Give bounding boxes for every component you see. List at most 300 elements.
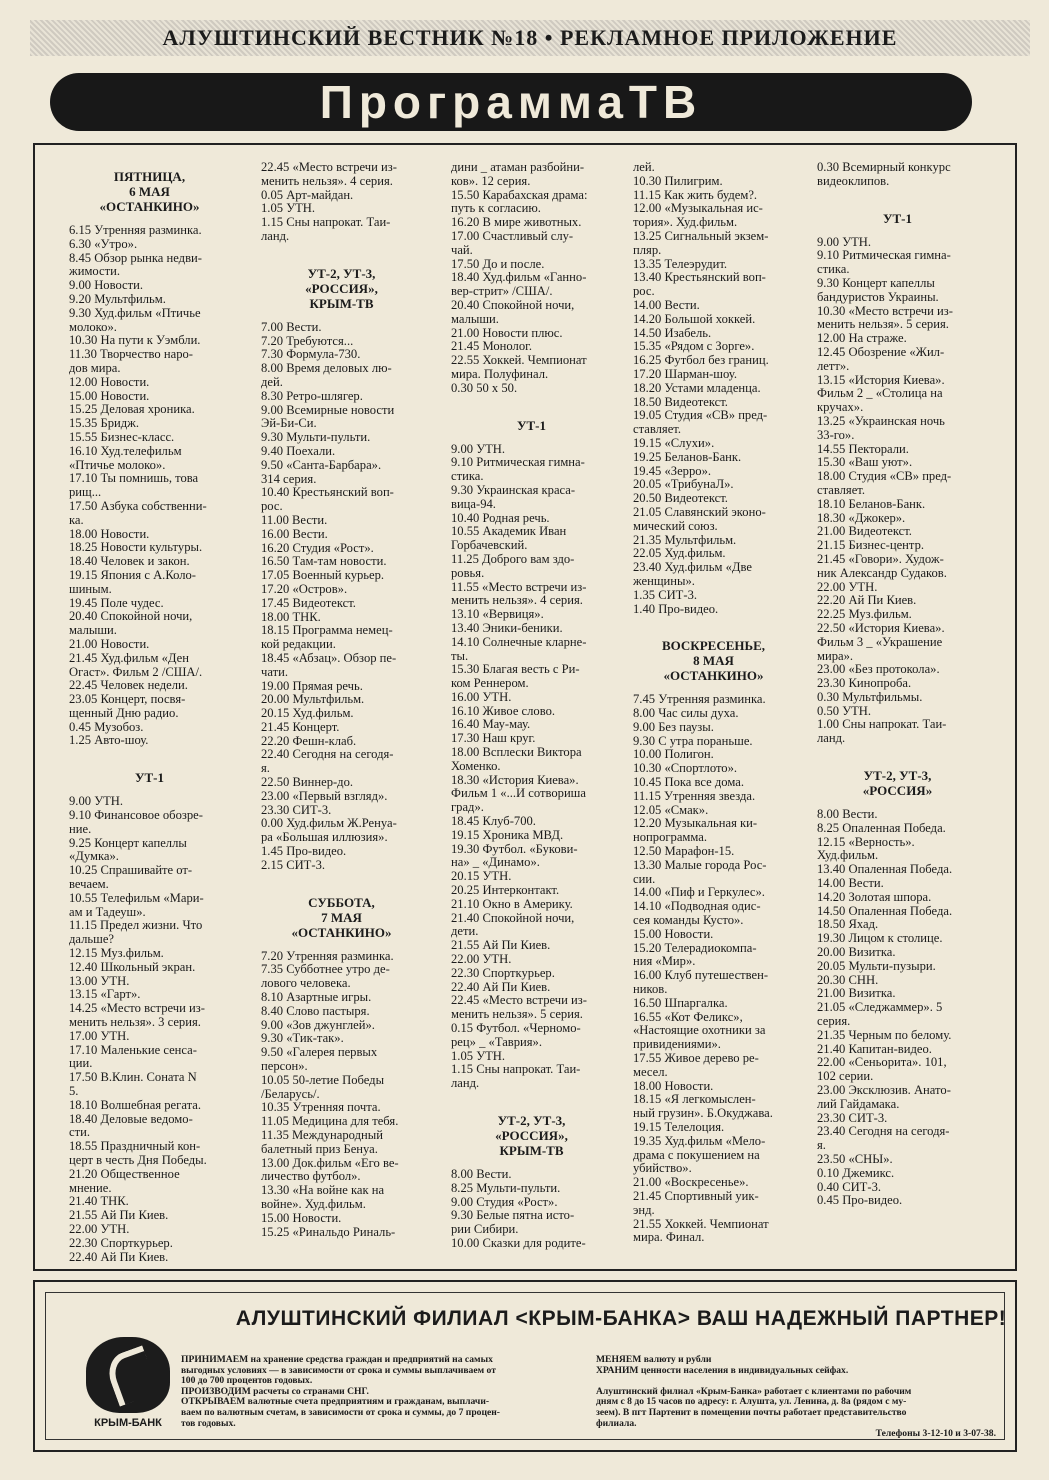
schedule-line: менить нельзя». 5 серия. bbox=[817, 317, 949, 332]
section-heading: УТ-2, УТ-3, bbox=[863, 768, 932, 784]
schedule-line: 19.45 «Зерро». bbox=[633, 463, 712, 478]
schedule-line: 14.10 «Подводная одис- bbox=[633, 899, 761, 914]
schedule-line: 22.40 Сегодня на сегодя- bbox=[261, 747, 394, 762]
schedule-line: 15.55 Бизнес-класс. bbox=[69, 429, 175, 444]
schedule-line: 15.30 Благая весть с Ри- bbox=[451, 662, 580, 677]
schedule-line: жимости. bbox=[69, 264, 121, 279]
schedule-line: 15.25 Деловая хроника. bbox=[69, 402, 195, 417]
schedule-line: 20.40 Спокойной ночи, bbox=[69, 609, 193, 624]
schedule-line: сии. bbox=[633, 871, 656, 886]
schedule-line: 20.05 Мульти-пузыри. bbox=[817, 958, 936, 973]
schedule-line: 13.25 Сигнальный экзем- bbox=[633, 228, 769, 243]
schedule-line: 19.15 Япония с А.Коло- bbox=[69, 567, 197, 582]
schedule-line: 22.30 Спорткурьер. bbox=[69, 1235, 173, 1250]
schedule-line: 18.25 Новости культуры. bbox=[69, 540, 203, 555]
schedule-line: 13.00 УТН. bbox=[69, 973, 130, 988]
schedule-line: 9.00 УТН. bbox=[817, 234, 872, 249]
schedule-line: 18.45 «Абзац». Обзор пе- bbox=[261, 650, 397, 665]
schedule-line: Худ.фильм. bbox=[817, 848, 879, 863]
schedule-line: 23.05 Концерт, посвя- bbox=[69, 692, 186, 707]
schedule-line: 10.00 Полигон. bbox=[633, 747, 714, 762]
schedule-line: лий Гайдамака. bbox=[817, 1096, 900, 1111]
schedule-line: 12.05 «Смак». bbox=[633, 802, 709, 817]
schedule-line: 9.00 Без паузы. bbox=[633, 719, 714, 734]
schedule-line: 11.55 «Место встречи из- bbox=[451, 579, 587, 594]
schedule-line: 23.30 Кинопроба. bbox=[817, 676, 912, 691]
schedule-line: ный грузин». Б.Окуджава. bbox=[633, 1106, 773, 1121]
schedule-line: малыши. bbox=[451, 311, 499, 326]
schedule-line: вечаем. bbox=[69, 877, 109, 892]
schedule-line: Фильм 1 «...И сотвориша bbox=[451, 786, 586, 801]
advert-line: тов годовых. bbox=[181, 1417, 236, 1429]
schedule-line: 22.20 Фешн-клаб. bbox=[261, 733, 357, 748]
schedule-line: вица-94. bbox=[451, 496, 496, 511]
schedule-line: 11.05 Медицина для тебя. bbox=[261, 1114, 399, 1129]
schedule-line: Эй-Би-Си. bbox=[261, 416, 317, 431]
section-heading: УТ-1 bbox=[516, 417, 547, 433]
schedule-line: 18.15 Программа немец- bbox=[261, 623, 393, 638]
schedule-line: 18.30 «История Киева». bbox=[451, 772, 579, 787]
schedule-line: 9.30 Худ.фильм «Птичье bbox=[69, 305, 201, 320]
schedule-line: 33-го». bbox=[817, 427, 855, 442]
schedule-line: 19.15 Хроника МВД. bbox=[451, 827, 564, 842]
schedule-line: 21.00 Новости плюс. bbox=[451, 325, 563, 340]
advert-line: 100 до 700 процентов годовых. bbox=[181, 1375, 313, 1387]
advert-line: ваем по валютным счетам, в зависимости от срока и суммы, до 7 процен- bbox=[181, 1406, 500, 1418]
schedule-line: балетный приз Бенуа. bbox=[261, 1141, 378, 1156]
schedule-line: 0.45 Про-видео. bbox=[817, 1193, 903, 1208]
schedule-line: 16.10 Худ.телефильм bbox=[69, 443, 182, 458]
schedule-line: ции. bbox=[69, 1056, 93, 1071]
schedule-line: серия. bbox=[817, 1014, 851, 1029]
schedule-line: 0.05 Арт-майдан. bbox=[261, 187, 354, 202]
advert-line: ОТКРЫВАЕМ валютные счета предприятиям и гражданам, выплачи- bbox=[181, 1396, 490, 1408]
schedule-line: 13.30 Малые города Рос- bbox=[633, 857, 767, 872]
schedule-line: 23.30 СИТ-3. bbox=[261, 802, 332, 817]
schedule-line: менить нельзя». 5 серия. bbox=[451, 1007, 583, 1022]
schedule-line: 314 серия. bbox=[261, 471, 317, 486]
schedule-line: 15.00 Новости. bbox=[633, 926, 714, 941]
schedule-line: тория». Худ.фильм. bbox=[633, 215, 738, 230]
schedule-line: 1.45 Про-видео. bbox=[261, 844, 347, 859]
schedule-line: 9.30 Украинская краса- bbox=[451, 482, 576, 497]
schedule-line: 21.00 «Воскресенье». bbox=[633, 1175, 749, 1190]
schedule-line: ка. bbox=[69, 512, 84, 527]
schedule-line: 11.00 Вести. bbox=[261, 512, 328, 527]
schedule-line: 19.25 Беланов-Банк. bbox=[633, 449, 742, 464]
schedule-line: 21.40 ТНК. bbox=[69, 1194, 129, 1209]
schedule-line: 10.30 «Место встречи из- bbox=[817, 303, 953, 318]
schedule-line: 8.00 Вести. bbox=[817, 807, 878, 822]
schedule-line: 17.45 Видеотекст. bbox=[261, 595, 356, 610]
schedule-line: 21.00 Видеотекст. bbox=[817, 524, 912, 539]
schedule-line: 22.50 «История Киева». bbox=[817, 620, 945, 635]
schedule-line: 21.00 Новости. bbox=[69, 636, 150, 651]
schedule-line: 20.30 СНН. bbox=[817, 972, 879, 987]
schedule-line: 15.35 «Рядом с Зорге». bbox=[633, 339, 755, 354]
schedule-line: 19.45 Поле чудес. bbox=[69, 595, 164, 610]
schedule-line: 20.00 Визитка. bbox=[817, 945, 896, 960]
advert-line: дням с 8 до 15 часов по адресу: г. Алушта, ул. Ленина, д. 8а (рядом с му- bbox=[596, 1396, 907, 1408]
schedule-line: 7.35 Субботнее утро де- bbox=[261, 962, 390, 977]
schedule-line: 21.45 «Говори». Худож- bbox=[817, 551, 944, 566]
schedule-line: 14.20 Золотая шпора. bbox=[817, 889, 932, 904]
schedule-line: 22.50 Виннер-до. bbox=[261, 775, 354, 790]
section-heading: УТ-2, УТ-3, bbox=[307, 265, 376, 281]
schedule-line: 21.40 Спокойной ночи, bbox=[451, 910, 575, 925]
schedule-line: 13.25 «Украинская ночь bbox=[817, 413, 945, 428]
schedule-line: 13.10 «Вервиця». bbox=[451, 607, 544, 622]
schedule-line: 6.15 Утренняя разминка. bbox=[69, 223, 202, 237]
advert-line: ПРОИЗВОДИМ расчеты со странами СНГ. bbox=[181, 1385, 369, 1397]
schedule-line: 20.50 Видеотекст. bbox=[633, 491, 728, 506]
schedule-line: 14.25 «Место встречи из- bbox=[69, 1001, 205, 1016]
schedule-line: 22.20 Ай Пи Киев. bbox=[817, 593, 917, 608]
section-heading: «ОСТАНКИНО» bbox=[291, 924, 392, 940]
schedule-line: 19.05 Студия «СВ» пред- bbox=[633, 408, 768, 423]
schedule-line: убийство». bbox=[633, 1161, 692, 1176]
schedule-line: 102 серии. bbox=[817, 1069, 874, 1084]
schedule-line: 10.05 50-летие Победы bbox=[261, 1072, 385, 1087]
schedule-line: лового человека. bbox=[261, 976, 351, 991]
schedule-line: пляр. bbox=[633, 242, 662, 257]
schedule-line: «Птичье молоко». bbox=[69, 457, 166, 472]
schedule-line: кой редакции. bbox=[261, 637, 336, 652]
schedule-line: 17.50 В.Клин. Соната N bbox=[69, 1070, 197, 1085]
section-heading: «ОСТАНКИНО» bbox=[99, 199, 200, 214]
schedule-line: 22.40 Ай Пи Киев. bbox=[451, 979, 551, 994]
schedule-line: 12.00 «Музыкальная ис- bbox=[633, 201, 763, 216]
schedule-line: 0.30 Мультфильмы. bbox=[817, 689, 923, 704]
schedule-line: менить нельзя». 3 серия. bbox=[69, 1015, 201, 1030]
schedule-line: 21.55 Ай Пи Киев. bbox=[69, 1208, 169, 1223]
schedule-line: привидениями». bbox=[633, 1037, 721, 1052]
schedule-line: дети. bbox=[451, 924, 479, 939]
schedule-line: личество футбол». bbox=[261, 1169, 361, 1184]
schedule-line: 23.40 Худ.фильм «Две bbox=[633, 560, 752, 575]
schedule-line: 16.40 Мау-мау. bbox=[451, 717, 531, 732]
schedule-line: 18.10 Беланов-Банк. bbox=[817, 496, 926, 511]
schedule-line: мнение. bbox=[69, 1180, 112, 1195]
schedule-line: 16.55 «Кот Феликс», bbox=[633, 1009, 743, 1024]
schedule-line: 18.40 Худ.фильм «Ганно- bbox=[451, 270, 587, 285]
advert-line: филиала. bbox=[596, 1417, 637, 1429]
schedule-line: 1.00 Сны напрокат. Таи- bbox=[817, 717, 947, 732]
schedule-line: 20.25 Интерконтакт. bbox=[451, 883, 560, 898]
schedule-line: рищ... bbox=[69, 485, 102, 500]
schedule-line: 1.40 Про-видео. bbox=[633, 601, 719, 616]
advert-line: зеем). В пгт Партенит в помещении почты работает представительство bbox=[596, 1406, 907, 1418]
schedule-line: 16.20 Студия «Рост». bbox=[261, 540, 374, 555]
schedule-line: 22.00 УТН. bbox=[69, 1221, 130, 1236]
schedule-line: 8.40 Слово пастыря. bbox=[261, 1003, 370, 1018]
schedule-line: ставляет. bbox=[633, 422, 681, 437]
schedule-line: 21.35 Черным по белому. bbox=[817, 1027, 952, 1042]
schedule-line: 21.10 Окно в Америку. bbox=[451, 896, 573, 911]
schedule-line: Фильм 3 _ «Украшение bbox=[817, 634, 943, 649]
schedule-line: 18.00 ТНК. bbox=[261, 609, 321, 624]
schedule-line: 18.50 Видеотекст. bbox=[633, 394, 728, 409]
schedule-line: 12.20 Музыкальная ки- bbox=[633, 816, 758, 831]
schedule-line: 15.25 «Ринальдо Риналь- bbox=[261, 1224, 396, 1239]
schedule-line: 0.30 50 х 50. bbox=[451, 380, 518, 395]
schedule-line: 13.40 Опаленная Победа. bbox=[817, 862, 953, 877]
schedule-line: 7.20 Утренняя разминка. bbox=[261, 948, 394, 963]
schedule-line: 13.40 Крестьянский воп- bbox=[633, 270, 766, 285]
schedule-line: дальше? bbox=[69, 932, 115, 947]
schedule-line: мира». bbox=[817, 648, 854, 663]
schedule-line: Фильм 2 _ «Столица на bbox=[817, 386, 943, 401]
schedule-line: 22.40 Ай Пи Киев. bbox=[69, 1249, 169, 1264]
schedule-line: 22.30 Спорткурьер. bbox=[451, 965, 555, 980]
schedule-line: я. bbox=[261, 761, 270, 776]
section-heading: «ОСТАНКИНО» bbox=[663, 668, 764, 684]
schedule-line: 11.15 Предел жизни. Что bbox=[69, 918, 203, 933]
section-heading: КРЫМ-ТВ bbox=[309, 295, 374, 311]
section-heading: «РОССИЯ» bbox=[862, 783, 933, 799]
schedule-line: 18.55 Праздничный кон- bbox=[69, 1139, 201, 1154]
schedule-line: летт». bbox=[817, 358, 850, 373]
schedule-line: мира. Финал. bbox=[633, 1230, 705, 1245]
schedule-line: 18.00 Всплески Виктора bbox=[451, 745, 582, 760]
schedule-line: 10.30 Пилигрим. bbox=[633, 173, 723, 188]
schedule-line: 7.00 Вести. bbox=[261, 319, 322, 334]
schedule-line: 17.30 Наш круг. bbox=[451, 731, 536, 746]
schedule-line: 22.55 Хоккей. Чемпионат bbox=[451, 353, 587, 368]
schedule-line: 8.30 Ретро-шлягер. bbox=[261, 388, 363, 403]
schedule-line: 9.40 Поехали. bbox=[261, 443, 336, 458]
schedule-line: 10.55 Телефильм «Мари- bbox=[69, 890, 204, 905]
schedule-line: 18.30 «Джокер». bbox=[817, 510, 906, 525]
schedule-line: 18.20 Устами младенца. bbox=[633, 380, 761, 395]
schedule-line: 12.00 На страже. bbox=[817, 331, 907, 346]
schedule-line: 12.15 Муз.фильм. bbox=[69, 946, 164, 961]
schedule-line: 18.45 Клуб-700. bbox=[451, 814, 536, 829]
schedule-line: ников. bbox=[633, 982, 668, 997]
schedule-line: 15.35 Бридж. bbox=[69, 416, 140, 431]
schedule-line: 9.00 Новости. bbox=[69, 278, 144, 293]
schedule-line: 10.45 Пока все дома. bbox=[633, 775, 744, 790]
section-heading: 7 МАЯ bbox=[321, 909, 362, 925]
schedule-line: 9.00 «Зов джунглей». bbox=[261, 1017, 375, 1032]
schedule-line: 23.00 «Без протокола». bbox=[817, 662, 940, 677]
schedule-line: войне». Худ.фильм. bbox=[261, 1197, 366, 1211]
schedule-line: 10.30 «Спортлото». bbox=[633, 761, 738, 776]
schedule-line: 20.40 Спокойной ночи, bbox=[451, 297, 575, 312]
krym-bank-logo bbox=[82, 1337, 174, 1437]
schedule-line: 17.00 УТН. bbox=[69, 1028, 130, 1043]
schedule-line: 19.30 Лицом к столице. bbox=[817, 931, 943, 946]
schedule-line: 9.00 Всемирные новости bbox=[261, 402, 395, 417]
schedule-line: 16.00 Вести. bbox=[261, 526, 328, 541]
schedule-line: 9.30 Концерт капеллы bbox=[817, 275, 935, 290]
schedule-line: 18.00 Новости. bbox=[69, 526, 150, 541]
schedule-column-1 bbox=[57, 161, 242, 1264]
schedule-line: 18.00 Студия «СВ» пред- bbox=[817, 469, 952, 484]
schedule-line: 12.45 Обозрение «Жил- bbox=[817, 344, 945, 359]
schedule-column-3 bbox=[439, 161, 624, 1251]
schedule-line: шиным. bbox=[69, 581, 112, 596]
schedule-line: сея команды Кусто». bbox=[633, 913, 744, 928]
schedule-line: 2.15 СИТ-3. bbox=[261, 857, 326, 872]
schedule-line: 21.45 Спортивный уик- bbox=[633, 1188, 759, 1203]
schedule-line: 23.00 Эксклюзив. Анато- bbox=[817, 1083, 951, 1098]
section-heading: 8 МАЯ bbox=[693, 653, 734, 669]
bank-logo-icon bbox=[86, 1337, 170, 1413]
schedule-line: путь к согласию. bbox=[451, 201, 541, 216]
schedule-line: мический союз. bbox=[633, 518, 718, 533]
advert-line: Алуштинский филиал «Крым-Банка» работает с клиентами по рабочим bbox=[596, 1385, 912, 1397]
schedule-line: ланд. bbox=[261, 228, 290, 243]
schedule-line: 10.40 Крестьянский воп- bbox=[261, 485, 394, 500]
schedule-line: 21.05 «Следжаммер». 5 bbox=[817, 1000, 943, 1015]
tv-schedule-frame bbox=[33, 143, 1017, 1271]
schedule-line: 22.45 «Место встречи из- bbox=[261, 160, 397, 174]
schedule-line: 12.00 Новости. bbox=[69, 374, 150, 389]
schedule-line: 20.05 «ТрибунаЛ». bbox=[633, 477, 734, 492]
section-heading: 6 МАЯ bbox=[129, 184, 170, 199]
schedule-line: 14.20 Большой хоккей. bbox=[633, 311, 756, 326]
schedule-line: 8.10 Азартные игры. bbox=[261, 990, 372, 1005]
section-heading: УТ-1 bbox=[882, 210, 913, 226]
schedule-line: рии Сибири. bbox=[451, 1222, 519, 1237]
schedule-line: 17.00 Счастливый слу- bbox=[451, 228, 574, 243]
schedule-line: я. bbox=[817, 1138, 826, 1153]
schedule-line: 22.45 Человек недели. bbox=[69, 678, 188, 693]
schedule-line: стика. bbox=[451, 469, 484, 484]
schedule-line: 15.20 Телерадиокомпа- bbox=[633, 940, 757, 955]
schedule-line: видеоклипов. bbox=[817, 173, 890, 188]
schedule-line: 23.00 «Первый взгляд». bbox=[261, 788, 388, 803]
schedule-line: 14.55 Пекторали. bbox=[817, 441, 909, 456]
schedule-line: 1.05 УТН. bbox=[451, 1048, 506, 1063]
schedule-line: дини _ атаман разбойни- bbox=[451, 160, 585, 174]
schedule-line: на» _ «Динамо». bbox=[451, 855, 540, 870]
schedule-line: 19.15 «Слухи». bbox=[633, 435, 715, 450]
schedule-line: 11.35 Международный bbox=[261, 1128, 383, 1143]
bank-advert-right-text bbox=[596, 1355, 996, 1440]
schedule-line: 6.30 «Утро». bbox=[69, 236, 138, 251]
schedule-line: 21.45 Концерт. bbox=[261, 719, 340, 734]
schedule-column-5 bbox=[805, 161, 990, 1208]
schedule-line: 21.45 Худ.фильм «Ден bbox=[69, 650, 189, 665]
schedule-line: 0.40 СИТ-3. bbox=[817, 1179, 882, 1194]
schedule-line: 9.30 Белые пятна исто- bbox=[451, 1208, 575, 1223]
schedule-line: 18.50 Яхад. bbox=[817, 917, 879, 932]
schedule-line: драма с покушением на bbox=[633, 1147, 760, 1162]
schedule-line: 22.00 УТН. bbox=[817, 579, 878, 594]
schedule-line: 9.30 Мульти-пульти. bbox=[261, 430, 371, 445]
schedule-line: ния «Мир». bbox=[633, 954, 696, 969]
schedule-line: 14.10 Солнечные кларне- bbox=[451, 634, 587, 649]
schedule-line: 23.50 «СНЫ». bbox=[817, 1152, 893, 1166]
schedule-line: 13.15 «Гарт». bbox=[69, 987, 141, 1002]
bank-advert-border bbox=[45, 1292, 1005, 1440]
schedule-line: Огаст». Фильм 2 /США/. bbox=[69, 664, 203, 679]
schedule-line: 23.30 СИТ-3. bbox=[817, 1110, 888, 1125]
schedule-line: 17.05 Военный курьер. bbox=[261, 568, 385, 583]
schedule-line: 8.00 Вести. bbox=[451, 1167, 512, 1181]
schedule-line: 15.50 Карабахская драма: bbox=[451, 187, 588, 202]
schedule-line: месел. bbox=[633, 1064, 668, 1079]
schedule-line: 11.15 Как жить будем?. bbox=[633, 187, 758, 202]
schedule-line: 13.35 Телеэрудит. bbox=[633, 256, 728, 271]
schedule-line: 1.05 УТН. bbox=[261, 201, 316, 216]
schedule-line: Хоменко. bbox=[451, 758, 501, 773]
schedule-line: 17.20 «Остров». bbox=[261, 581, 348, 596]
schedule-line: 13.30 «На войне как на bbox=[261, 1183, 385, 1198]
schedule-line: 21.35 Мультфильм. bbox=[633, 532, 737, 547]
schedule-line: 16.00 УТН. bbox=[451, 689, 512, 704]
schedule-line: вер-стрит» /США/. bbox=[451, 284, 553, 299]
schedule-line: ник Александр Судаков. bbox=[817, 565, 947, 580]
schedule-line: 1.25 Авто-шоу. bbox=[69, 733, 149, 748]
bank-advert-title: АЛУШТИНСКИЙ ФИЛИАЛ <КРЫМ-БАНКА> ВАШ НАДЕЖНЫЙ ПАРТНЕР! bbox=[235, 1307, 1007, 1330]
schedule-line: 7.20 Требуются... bbox=[261, 333, 354, 348]
schedule-line: женщины». bbox=[633, 573, 695, 588]
schedule-line: 11.15 Утренняя звезда. bbox=[633, 788, 756, 803]
schedule-line: 15.30 «Ваш уют». bbox=[817, 455, 913, 470]
bank-advert-left-text bbox=[181, 1355, 581, 1429]
schedule-line: 1.15 Сны напрокат. Таи- bbox=[261, 215, 391, 230]
banner-programma-tv bbox=[50, 73, 972, 131]
schedule-line: бандуристов Украины. bbox=[817, 289, 939, 304]
schedule-line: 21.00 Визитка. bbox=[817, 986, 896, 1001]
schedule-line: 11.25 Доброго вам здо- bbox=[451, 551, 575, 566]
schedule-line: 7.45 Утренняя разминка. bbox=[633, 692, 766, 707]
schedule-line: 23.40 Сегодня на сегодя- bbox=[817, 1124, 950, 1139]
schedule-line: 17.10 Маленькие сенса- bbox=[69, 1042, 197, 1057]
schedule-line: 14.00 Вести. bbox=[817, 876, 884, 891]
schedule-line: 12.50 Марафон-15. bbox=[633, 844, 735, 859]
schedule-line: кручах». bbox=[817, 400, 864, 415]
schedule-line: /Беларусь/. bbox=[261, 1086, 320, 1101]
schedule-line: 21.55 Ай Пи Киев. bbox=[451, 938, 551, 953]
schedule-line: 10.00 Сказки для родите- bbox=[451, 1235, 586, 1250]
schedule-line: энд. bbox=[633, 1202, 655, 1217]
schedule-line: менить нельзя». 4 серия. bbox=[261, 173, 393, 188]
schedule-line: «Думка». bbox=[69, 849, 119, 864]
schedule-line: 9.20 Мультфильм. bbox=[69, 291, 166, 306]
schedule-line: 18.40 Деловые ведомо- bbox=[69, 1111, 193, 1126]
schedule-line: 22.00 УТН. bbox=[451, 952, 512, 967]
schedule-column-4 bbox=[621, 161, 806, 1245]
schedule-line: щенный Дню радио. bbox=[69, 705, 179, 720]
schedule-line: 18.40 Человек и закон. bbox=[69, 554, 190, 569]
schedule-line: ровья. bbox=[451, 565, 485, 580]
schedule-line: 9.30 «Тик-так». bbox=[261, 1031, 344, 1046]
schedule-line: 17.50 До и после. bbox=[451, 256, 545, 271]
section-heading: ПЯТНИЦА, bbox=[113, 169, 186, 184]
schedule-line: 20.00 Мультфильм. bbox=[261, 692, 365, 707]
schedule-line: 0.30 Всемирный конкурс bbox=[817, 160, 951, 174]
schedule-line: 10.25 Спрашивайте от- bbox=[69, 863, 193, 878]
advert-phones: Телефоны 3-12-10 и 3-07-38. bbox=[875, 1428, 996, 1440]
schedule-line: Горбачевский. bbox=[451, 538, 528, 553]
schedule-line: 20.15 Худ.фильм. bbox=[261, 706, 354, 721]
schedule-line: 9.00 УТН. bbox=[69, 794, 124, 809]
section-heading: «РОССИЯ», bbox=[305, 280, 378, 296]
advert-line: ПРИНИМАЕМ на хранение средства граждан и предприятий на самых bbox=[181, 1354, 493, 1365]
schedule-line: 15.00 Новости. bbox=[261, 1210, 342, 1225]
schedule-line: ра «Большая иллюзия». bbox=[261, 830, 388, 845]
schedule-line: 13.00 Док.фильм «Его ве- bbox=[261, 1155, 399, 1170]
schedule-line: рос. bbox=[261, 499, 283, 514]
schedule-line: 9.00 УТН. bbox=[451, 441, 506, 456]
schedule-line: 18.10 Волшебная регата. bbox=[69, 1097, 201, 1112]
schedule-line: 14.00 «Пиф и Геркулес». bbox=[633, 885, 765, 900]
schedule-line: 13.15 «История Киева». bbox=[817, 372, 945, 387]
